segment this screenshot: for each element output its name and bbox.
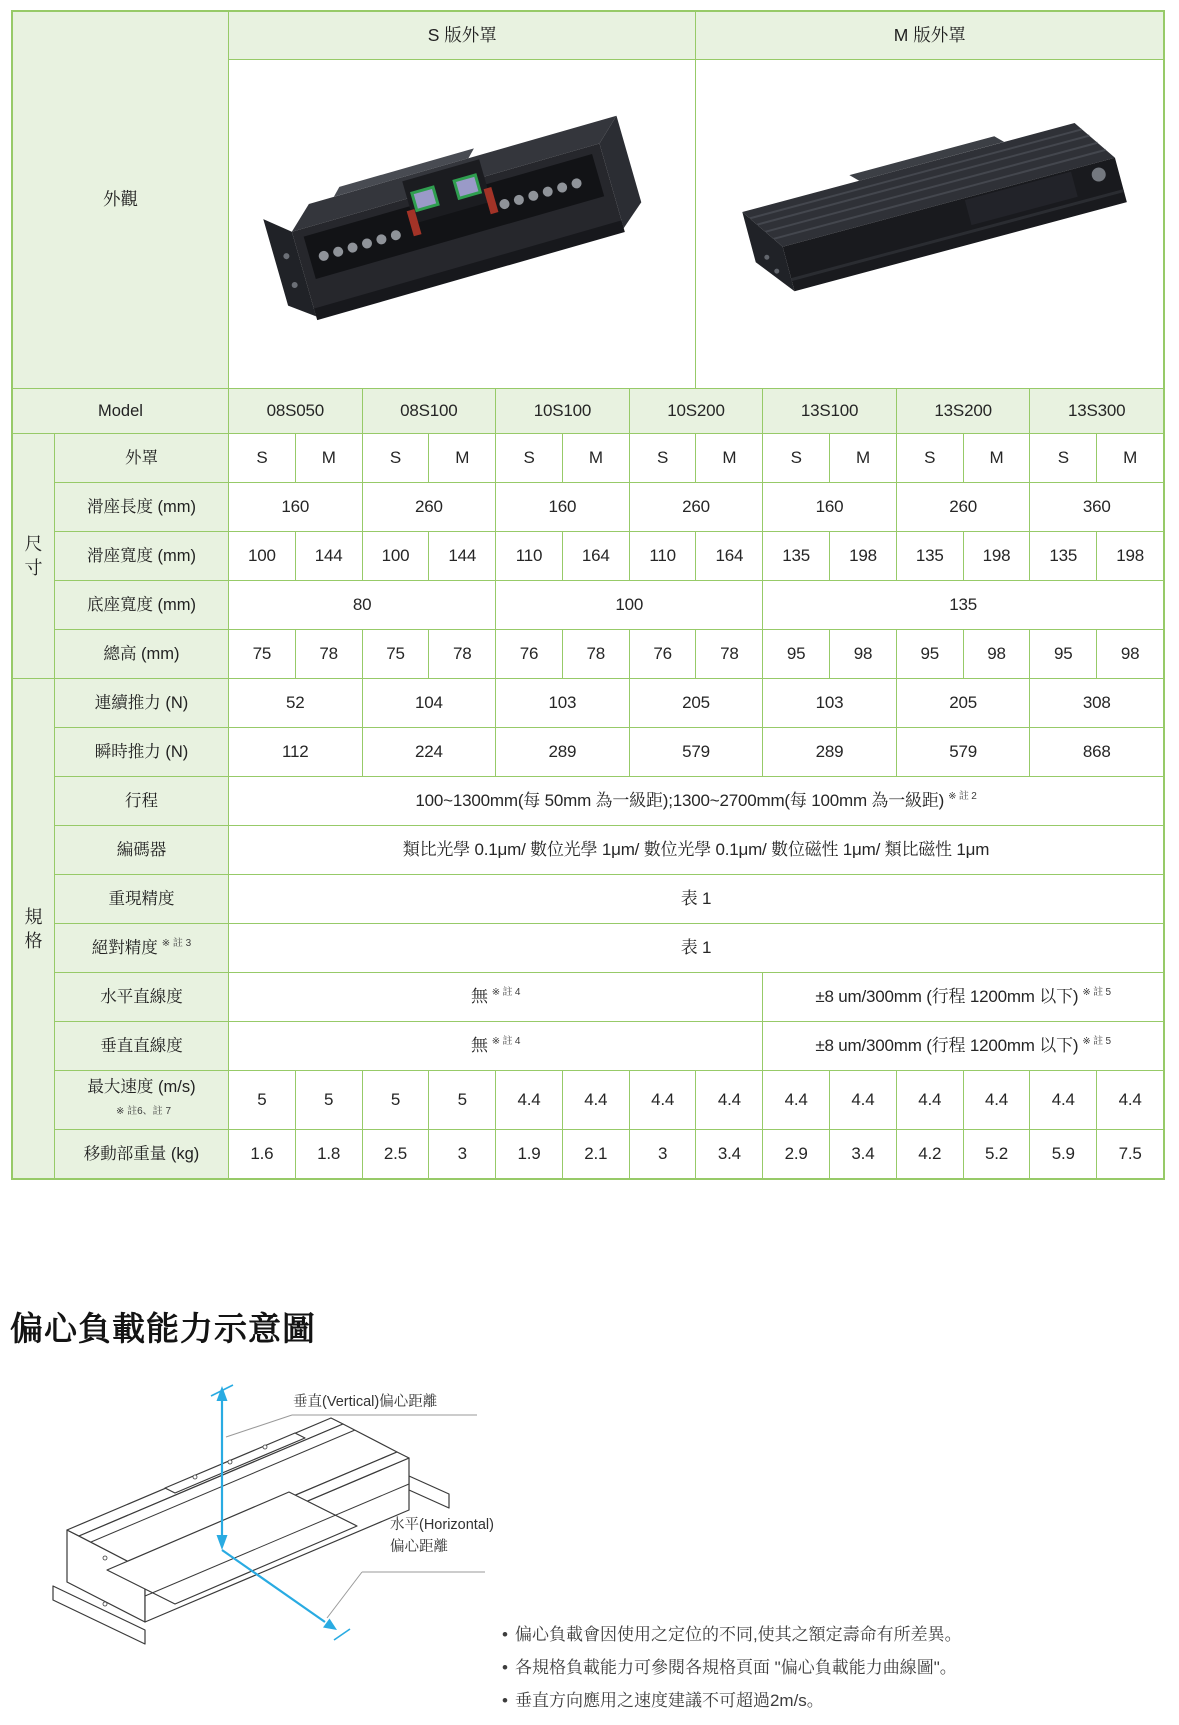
absolute-accuracy-note: ※ 註 3 bbox=[161, 937, 192, 949]
table-cell: S bbox=[496, 434, 562, 482]
table-cell: 95 bbox=[897, 630, 963, 678]
absolute-accuracy-value: 表 1 bbox=[229, 924, 1163, 972]
row-label-total-height: 總高 (mm) bbox=[55, 630, 228, 678]
appearance-label: 外觀 bbox=[13, 12, 228, 388]
row-label-stroke: 行程 bbox=[55, 777, 228, 825]
table-cell: 112 bbox=[229, 728, 362, 776]
table-cell: 5.2 bbox=[964, 1130, 1030, 1178]
table-cell: 2.9 bbox=[763, 1130, 829, 1178]
table-cell: 4.4 bbox=[763, 1071, 829, 1129]
table-cell: S bbox=[763, 434, 829, 482]
eccentric-load-section-title: 偏心負載能力示意圖 bbox=[10, 1310, 316, 1347]
group-dimensions bbox=[13, 434, 54, 678]
vertical-straightness-right-note: ※ 註 5 bbox=[1082, 1035, 1111, 1047]
table-cell: 224 bbox=[363, 728, 496, 776]
horizontal-straightness-left-text: 無 bbox=[470, 986, 488, 1006]
table-cell: 3.4 bbox=[696, 1130, 762, 1178]
repeatability-value: 表 1 bbox=[229, 875, 1163, 923]
table-cell: 75 bbox=[363, 630, 429, 678]
table-cell: 144 bbox=[429, 532, 495, 580]
table-cell: 144 bbox=[296, 532, 362, 580]
table-cell: 260 bbox=[630, 483, 763, 531]
table-cell: 5 bbox=[229, 1071, 295, 1129]
table-cell: 10S100 bbox=[496, 389, 629, 433]
table-cell: 579 bbox=[897, 728, 1030, 776]
table-cell: 135 bbox=[763, 581, 1163, 629]
row-label-base-width: 底座寬度 (mm) bbox=[55, 581, 228, 629]
table-cell: 260 bbox=[897, 483, 1030, 531]
table-cell: S bbox=[363, 434, 429, 482]
row-label-absolute-accuracy bbox=[55, 924, 228, 972]
table-cell: 95 bbox=[763, 630, 829, 678]
table-cell: 135 bbox=[897, 532, 963, 580]
stroke-text: 100~1300mm(每 50mm 為一級距);1300~2700mm(每 100mm 為一級距) bbox=[415, 790, 945, 810]
note-item: • 垂直方向應用之速度建議不可超過2m/s。 bbox=[502, 1684, 1162, 1717]
row-label-slider-width: 滑座寬度 (mm) bbox=[55, 532, 228, 580]
encoder-value: 類比光學 0.1μm/ 數位光學 1μm/ 數位光學 0.1μm/ 數位磁性 1μm/ 類比磁性 1μm bbox=[229, 826, 1163, 874]
row-label-peak-force: 瞬時推力 (N) bbox=[55, 728, 228, 776]
table-cell: 100 bbox=[496, 581, 762, 629]
table-cell: 13S300 bbox=[1030, 389, 1163, 433]
table-cell: 104 bbox=[363, 679, 496, 727]
table-cell: 3.4 bbox=[830, 1130, 896, 1178]
eccentric-load-notes bbox=[502, 1618, 1162, 1717]
table-cell: S bbox=[897, 434, 963, 482]
horizontal-eccentric-label-line2: 偏心距離 bbox=[390, 1539, 448, 1555]
group-specs bbox=[13, 679, 54, 1178]
table-cell: 78 bbox=[696, 630, 762, 678]
table-cell: 2.5 bbox=[363, 1130, 429, 1178]
stroke-note: ※ 註 2 bbox=[948, 790, 977, 802]
row-label-moving-mass: 移動部重量 (kg) bbox=[55, 1130, 228, 1178]
table-cell: 4.4 bbox=[696, 1071, 762, 1129]
table-cell: 160 bbox=[763, 483, 896, 531]
stroke-value bbox=[229, 777, 1163, 825]
table-cell: 4.4 bbox=[1097, 1071, 1163, 1129]
table-cell: 1.9 bbox=[496, 1130, 562, 1178]
row-label-repeatability: 重現精度 bbox=[55, 875, 228, 923]
table-cell: 5 bbox=[363, 1071, 429, 1129]
vertical-eccentric-label: 垂直(Vertical)偏心距離 bbox=[293, 1394, 438, 1410]
group-dimensions-label: 尺寸 bbox=[24, 534, 43, 578]
table-cell: 75 bbox=[229, 630, 295, 678]
table-cell: 13S100 bbox=[763, 389, 896, 433]
s-cover-product-image bbox=[229, 60, 695, 388]
table-cell: 4.4 bbox=[630, 1071, 696, 1129]
table-cell: 08S100 bbox=[363, 389, 496, 433]
vertical-straightness-left-note: ※ 註 4 bbox=[491, 1035, 521, 1047]
table-cell: 103 bbox=[496, 679, 629, 727]
table-cell: 1.8 bbox=[296, 1130, 362, 1178]
table-cell: M bbox=[563, 434, 629, 482]
absolute-accuracy-label: 絕對精度 bbox=[91, 938, 158, 957]
table-cell: 80 bbox=[229, 581, 495, 629]
spec-table bbox=[11, 10, 1165, 1180]
horizontal-eccentric-label bbox=[390, 1514, 494, 1558]
table-cell: M bbox=[830, 434, 896, 482]
table-cell: 289 bbox=[763, 728, 896, 776]
table-cell: S bbox=[630, 434, 696, 482]
table-cell: 4.4 bbox=[1030, 1071, 1096, 1129]
table-cell: 308 bbox=[1030, 679, 1163, 727]
table-cell: 135 bbox=[763, 532, 829, 580]
table-cell: 135 bbox=[1030, 532, 1096, 580]
table-cell: 10S200 bbox=[630, 389, 763, 433]
table-cell: S bbox=[229, 434, 295, 482]
row-label-slider-length: 滑座長度 (mm) bbox=[55, 483, 228, 531]
row-label-cover: 外罩 bbox=[55, 434, 228, 482]
table-cell: 5 bbox=[429, 1071, 495, 1129]
table-cell: 98 bbox=[1097, 630, 1163, 678]
table-cell: 205 bbox=[630, 679, 763, 727]
table-cell: 13S200 bbox=[897, 389, 1030, 433]
table-cell: 4.4 bbox=[830, 1071, 896, 1129]
horizontal-eccentric-label-line1: 水平(Horizontal) bbox=[390, 1517, 494, 1533]
table-cell: 198 bbox=[830, 532, 896, 580]
m-cover-header: M 版外罩 bbox=[696, 12, 1163, 59]
table-cell: 78 bbox=[563, 630, 629, 678]
table-cell: M bbox=[964, 434, 1030, 482]
vertical-straightness-left bbox=[229, 1022, 762, 1070]
row-label-continuous-force: 連續推力 (N) bbox=[55, 679, 228, 727]
table-cell: 4.4 bbox=[496, 1071, 562, 1129]
table-cell: 360 bbox=[1030, 483, 1163, 531]
table-cell: M bbox=[429, 434, 495, 482]
s-cover-header: S 版外罩 bbox=[229, 12, 695, 59]
table-cell: 76 bbox=[496, 630, 562, 678]
table-cell: 2.1 bbox=[563, 1130, 629, 1178]
table-cell: M bbox=[1097, 434, 1163, 482]
table-cell: 4.4 bbox=[563, 1071, 629, 1129]
row-label-max-speed bbox=[55, 1071, 228, 1129]
table-cell: 198 bbox=[964, 532, 1030, 580]
table-cell: M bbox=[696, 434, 762, 482]
table-cell: 4.4 bbox=[964, 1071, 1030, 1129]
table-cell: 289 bbox=[496, 728, 629, 776]
group-specs-label: 規格 bbox=[24, 906, 43, 951]
table-cell: 100 bbox=[229, 532, 295, 580]
table-cell: 164 bbox=[563, 532, 629, 580]
table-cell: 868 bbox=[1030, 728, 1163, 776]
table-cell: 5 bbox=[296, 1071, 362, 1129]
table-cell: 579 bbox=[630, 728, 763, 776]
table-cell: 95 bbox=[1030, 630, 1096, 678]
table-cell: 205 bbox=[897, 679, 1030, 727]
table-cell: 3 bbox=[630, 1130, 696, 1178]
m-cover-image-cell bbox=[696, 60, 1163, 388]
row-label-horizontal-straightness: 水平直線度 bbox=[55, 973, 228, 1021]
horizontal-straightness-right-text: ±8 um/300mm (行程 1200mm 以下) bbox=[815, 986, 1079, 1006]
table-cell: 98 bbox=[830, 630, 896, 678]
table-cell: 103 bbox=[763, 679, 896, 727]
m-cover-product-image bbox=[696, 60, 1163, 388]
table-cell: 4.4 bbox=[897, 1071, 963, 1129]
table-cell: 5.9 bbox=[1030, 1130, 1096, 1178]
table-cell: 110 bbox=[496, 532, 562, 580]
table-cell: M bbox=[296, 434, 362, 482]
note-item: • 各規格負載能力可參閱各規格頁面 "偏心負載能力曲線圖"。 bbox=[502, 1651, 1162, 1684]
table-cell: 1.6 bbox=[229, 1130, 295, 1178]
max-speed-label: 最大速度 (m/s) bbox=[87, 1078, 196, 1097]
horizontal-straightness-left bbox=[229, 973, 762, 1021]
table-cell: 08S050 bbox=[229, 389, 362, 433]
row-label-encoder: 編碼器 bbox=[55, 826, 228, 874]
vertical-straightness-left-text: 無 bbox=[470, 1035, 488, 1055]
table-cell: 160 bbox=[229, 483, 362, 531]
horizontal-straightness-right bbox=[763, 973, 1163, 1021]
table-cell: 7.5 bbox=[1097, 1130, 1163, 1178]
table-cell: 164 bbox=[696, 532, 762, 580]
vertical-straightness-right bbox=[763, 1022, 1163, 1070]
horizontal-straightness-right-note: ※ 註 5 bbox=[1082, 986, 1111, 998]
max-speed-note: ※ 註6、註 7 bbox=[115, 1106, 172, 1118]
table-cell: 3 bbox=[429, 1130, 495, 1178]
table-cell: S bbox=[1030, 434, 1096, 482]
table-cell: 110 bbox=[630, 532, 696, 580]
table-cell: 260 bbox=[363, 483, 496, 531]
note-item: • 偏心負載會因使用之定位的不同,使其之額定壽命有所差異。 bbox=[502, 1618, 1162, 1651]
table-cell: 52 bbox=[229, 679, 362, 727]
row-label-vertical-straightness: 垂直直線度 bbox=[55, 1022, 228, 1070]
table-cell: 4.2 bbox=[897, 1130, 963, 1178]
vertical-straightness-right-text: ±8 um/300mm (行程 1200mm 以下) bbox=[815, 1035, 1079, 1055]
s-cover-image-cell bbox=[229, 60, 695, 388]
table-cell: 78 bbox=[296, 630, 362, 678]
table-cell: 78 bbox=[429, 630, 495, 678]
table-cell: 198 bbox=[1097, 532, 1163, 580]
horizontal-straightness-left-note: ※ 註 4 bbox=[491, 986, 521, 998]
table-cell: 76 bbox=[630, 630, 696, 678]
table-cell: 98 bbox=[964, 630, 1030, 678]
table-cell: 160 bbox=[496, 483, 629, 531]
model-row-label: Model bbox=[13, 389, 228, 433]
table-cell: 100 bbox=[363, 532, 429, 580]
